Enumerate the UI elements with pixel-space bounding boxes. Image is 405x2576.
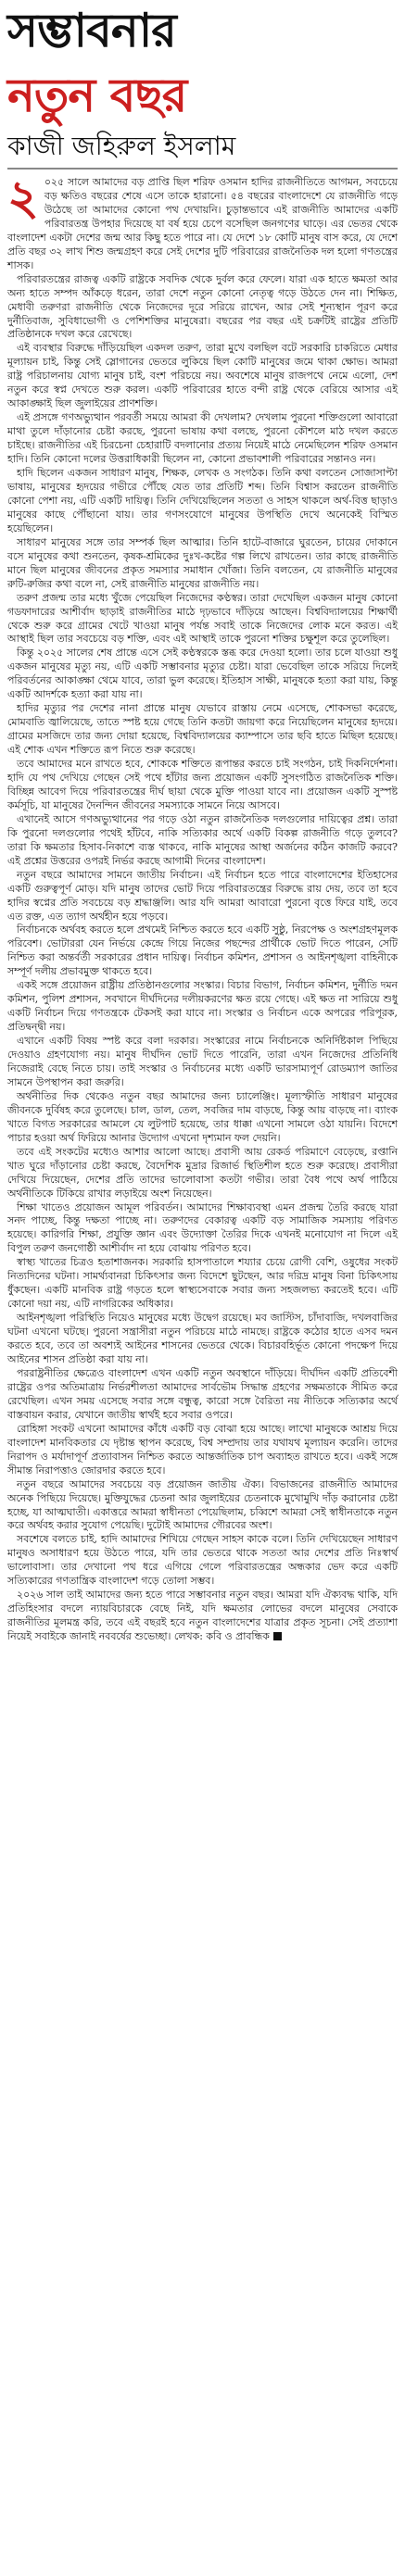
headline-line-2: নতুন বছর [7,69,187,122]
paragraph-text: এখানেই আসে গণঅভ্যুত্থানের পর গড়ে ওঠা নতুন রাজনৈতিক দলগুলোর দায়িত্বের প্রশ্ন। তারা কি পুরনো দলগুলোর পথেই হাঁটবে, নাকি সত্যিকার অর্থে একটি বিকল্প রাজনীতি গড়ে তুলবে? তারা কি ক্ষমতার হিসাব-নিকাশে ব্যস্ত থাকবে, নাকি মানুষের আস্থা অর্জনের কঠিন কাজটি করবে? এই প্রশ্নের উত্তরের ওপরই নির্ভর করছে আগামী দিনের বাংলাদেশ। [7,812,398,867]
byline: কাজী জহিরুল ইসলাম [7,131,236,161]
article-paragraph [7,1533,398,1589]
article-paragraph [7,1312,398,1367]
paragraph-text: নতুন বছরে আমাদের সবচেয়ে বড় প্রয়োজন জাতীয় ঐক্য। বিভাজনের রাজনীতি আমাদের অনেক পিছিয়ে দিয়েছে। মুক্তিযুদ্ধের চেতনা আর জুলাইয়ের চেতনাকে মুখোমুখি দাঁড় করানোর চেষ্টা হচ্ছে, যা আত্মঘাতী। একাত্তরে আমরা স্বাধীনতা পেয়েছিলাম, চব্বিশে আমরা সেই স্বাধীনতাকে নতুন করে অর্থবহ করার সুযোগ পেয়েছি। দুটোই আমাদের গৌরবের অংশ। [7,1477,398,1532]
paragraph-text: হাদির মৃত্যুর পর দেশের নানা প্রান্তে মানুষ যেভাবে রাস্তায় নেমে এসেছে, শোকসভা করেছে, মোমবাতি জ্বালিয়েছে, তাতে স্পষ্ট হয়ে গেছে তিনি কতটা জায়গা করে নিয়েছিলেন মানুষের হৃদয়ে। গ্রামের মসজিদে তার জন্য দোয়া হয়েছে, বিশ্ববিদ্যালয়ের ক্যাম্পাসে তার ছবি হাতে মিছিল হয়েছে। এই শোক এখন শক্তিতে রূপ নিতে শুরু করেছে। [7,702,398,757]
article-paragraph [7,758,398,813]
paragraph-text: নির্বাচনকে অর্থবহ করতে হলে প্রথমেই নিশ্চিত করতে হবে একটি সুষ্ঠু, নিরপেক্ষ ও অংশগ্রহণমূলক পরিবেশ। ভোটাররা যেন নির্ভয়ে কেন্দ্রে গিয়ে নিজের পছন্দের প্রার্থীকে ভোট দিতে পারেন, সেটি নিশ্চিত করা অন্তর্বর্তী সরকারের প্রধান দায়িত্ব। নির্বাচন কমিশন, প্রশাসন ও আইনশৃঙ্খলা বাহিনীকে সম্পূর্ণ দলীয় প্রভাবমুক্ত থাকতে হবে। [7,924,398,978]
paragraph-text: এখানে একটি বিষয় স্পষ্ট করে বলা দরকার। সংস্কারের নামে নির্বাচনকে অনির্দিষ্টকাল পিছিয়ে দেওয়াও গ্রহণযোগ্য নয়। মানুষ দীর্ঘদিন ভোট দিতে পারেনি, তারা এখন নিজেদের প্রতিনিধি নিজেরাই বেছে নিতে চায়। তাই সংস্কার ও নির্বাচনের মধ্যে একটি ভারসাম্যপূর্ণ রোডম্যাপ জাতির সামনে উপস্থাপন করা জরুরি। [7,1035,398,1088]
article-body [7,170,398,1644]
article-paragraph [7,1367,398,1423]
article-paragraph [7,1256,398,1312]
paragraph-text: স্বাস্থ্য খাতের চিত্রও হতাশাজনক। সরকারি হাসপাতালে শয্যার চেয়ে রোগী বেশি, ওষুধের সংকট নিত্যদিনের ঘটনা। সামর্থ্যবানরা চিকিৎসার জন্য বিদেশে ছুটছেন, আর দরিদ্র মানুষ বিনা চিকিৎসায় ধুঁকছেন। একটি মানবিক রাষ্ট্র গড়তে হলে স্বাস্থ্যসেবাকে সবার জন্য সহজলভ্য করতেই হবে। এটি কোনো দয়া নয়, এটি নাগরিকের অধিকার। [7,1256,398,1311]
paragraph-text: তবে আমাদের মনে রাখতে হবে, শোককে শক্তিতে রূপান্তর করতে চাই সংগঠন, চাই দিকনির্দেশনা। হাদি যে পথ দেখিয়ে গেছেন সেই পথে হাঁটার জন্য প্রয়োজন একটি সুসংগঠিত রাজনৈতিক শক্তি। বিচ্ছিন্ন আবেগ দিয়ে পরিবারতন্ত্রের দীর্ঘ ছায়া থেকে মুক্তি পাওয়া যাবে না। প্রয়োজন একটি সুস্পষ্ট কর্মসূচি, যা মানুষের দৈনন্দিন জীবনের সমস্যাকে সামনে নিয়ে আসবে। [7,758,398,811]
article-paragraph [7,647,398,702]
paragraph-text: রোহিঙ্গা সংকট এখনো আমাদের কাঁধে একটি বড় বোঝা হয়ে আছে। লাখো মানুষকে আশ্রয় দিয়ে বাংলাদেশ মানবিকতার যে দৃষ্টান্ত স্থাপন করেছে, বিশ্ব সম্প্রদায় তার যথাযথ মূল্যায়ন করেনি। তাদের নিরাপদ ও মর্যাদাপূর্ণ প্রত্যাবাসন নিশ্চিত করতে আন্তর্জাতিক চাপ অব্যাহত রাখতে হবে। একই সঙ্গে সীমান্ত নিরাপত্তাও জোরদার করতে হবে। [7,1422,398,1476]
paragraph-text: ০২৫ সালে আমাদের বড় প্রাপ্তি ছিল শরিফ ওসমান হাদির রাজনীতিতে আগমন, সবচেয়ে বড় ক্ষতিও বছরের শেষে এসে তাকে হারানো। ৫৪ বছরের বাংলাদেশে যে রাজনীতি গড়ে উঠেছে তা আমাদের কোনো পথ দেখায়নি। চুড়ান্তভাবে এই রাজনীতি আমাদের একটি পরিবারতন্ত্র উপহার দিয়েছে যা বর্ষ হয়ে চেপে বসেছিল জনগণের ঘাড়ে। এর ভেতর থেকে বাংলাদেশ একটা দেশের জন্ম আর কিছু হতে পারে না। যে দেশে ১৮ কোটি মানুষ বাস করে, যে দেশে প্রতি বছর ৩২ লাখ শিশু জন্মগ্রহণ করে সেই দেশের দুটি পরিবারের রাজনৈতিক দল হলো গণতন্ত্রের শাসক। [7,176,398,271]
paragraph-text: তবে এই সংকটের মধ্যেও আশার আলো আছে। প্রবাসী আয় রেকর্ড পরিমাণে বেড়েছে, রপ্তানি খাত ঘুরে দাঁড়ানোর চেষ্টা করছে, বৈদেশিক মুদ্রার রিজার্ভ স্থিতিশীল হতে শুরু করেছে। প্রবাসীরা দেখিয়ে দিয়েছেন, দেশের প্রতি তাদের ভালোবাসা কতটা গভীর। তারা বৈধ পথে অর্থ পাঠিয়ে অর্থনীতিকে টিকিয়ে রাখার লড়াইয়ে অংশ নিয়েছেন। [7,1145,398,1200]
paragraph-text: অর্থনীতির দিক থেকেও নতুন বছর আমাদের জন্য চ্যালেঞ্জিং। মূল্যস্ফীতি সাধারণ মানুষের জীবনকে দুর্বিষহ করে তুলেছে। চাল, ডাল, তেল, সবজির দাম বাড়ছে, কিন্তু আয় বাড়ছে না। ব্যাংক খাতে বিগত সরকারের আমলে যে লুটপাট হয়েছে, তার ধাক্কা এখনো সামলে ওঠা যায়নি। বিদেশে পাচার হওয়া অর্থ ফিরিয়ে আনার উদ্যোগ এখনো দৃশ্যমান ফল দেয়নি। [7,1089,398,1144]
drop-cap: ২ [7,170,39,226]
paragraph-text: পররাষ্ট্রনীতির ক্ষেত্রেও বাংলাদেশ এখন একটি নতুন অবস্থানে দাঁড়িয়ে। দীর্ঘদিন একটি প্রতিবেশী রাষ্ট্রের ওপর অতিমাত্রায় নির্ভরশীলতা আমাদের সার্বভৌম সিদ্ধান্ত গ্রহণের সক্ষমতাকে সীমিত করে রেখেছিল। এখন সময় এসেছে সবার সঙ্গে বন্ধুত্ব, কারো সঙ্গে বৈরিতা নয় নীতিকে সত্যিকার অর্থে বাস্তবায়ন করার, যেখানে জাতীয় স্বার্থই হবে সবার ওপরে। [7,1366,398,1421]
paragraph-text: এই ব্যবস্থার বিরুদ্ধে দাঁড়িয়েছিল একদল তরুণ, তারা মুখে বলছিল বটে সরকারি চাকরিতে মেধার মূল্যায়ন চাই, কিন্তু সেই স্লোগানের ভেতরে লুকিয়ে ছিল কোটি মানুষের জমে থাকা ক্ষোভ। আমরা রাষ্ট্র পরিচালনায় যোগ্য মানুষ চাই, বংশ পরিচয়ে নয়। অবশেষে মানুষ রাজপথে নেমে এলো, দেশ নতুন করে স্বপ্ন দেখতে শুরু করল। একটি পরিবারের হাতে বন্দী রাষ্ট্র থেকে বেরিয়ে আসার এই আকাঙ্ক্ষাই ছিল জুলাইয়ের প্রাণশক্তি। [7,342,398,410]
paragraph-text: কিন্তু ২০২৫ সালের শেষ প্রান্তে এসে সেই কণ্ঠস্বরকে স্তব্ধ করে দেওয়া হলো। তার চলে যাওয়া শুধু একজন মানুষের মৃত্যু নয়, এটি একটি সম্ভাবনার মৃত্যুর চেষ্টা। যারা ভেবেছিল তাকে সরিয়ে দিলেই পরিবর্তনের আকাঙ্ক্ষা থেমে যাবে, তারা ভুল করেছে। ইতিহাস সাক্ষী, মানুষকে হত্যা করা যায়, কিন্তু একটি আদর্শকে হত্যা করা যায় না। [7,647,398,701]
article-paragraph [7,1090,398,1146]
article-paragraph [7,869,398,924]
paragraph-text: শিক্ষা খাতেও প্রয়োজন আমূল পরিবর্তন। আমাদের শিক্ষাব্যবস্থা এমন প্রজন্ম তৈরি করছে যারা সনদ পাচ্ছে, কিন্তু দক্ষতা পাচ্ছে না। তরুণদের বেকারত্ব একটি বড় সামাজিক সমস্যায় পরিণত হয়েছে। কারিগরি শিক্ষা, প্রযুক্তি জ্ঞান এবং উদ্যোক্তা তৈরির দিকে এখনই মনোযোগ না দিলে এই বিপুল তরুণ জনগোষ্ঠী আশীর্বাদ না হয়ে বোঝায় পরিণত হবে। [7,1200,398,1255]
article-paragraph [7,411,398,467]
paragraph-text: নতুন বছরে আমাদের সামনে জাতীয় নির্বাচন। এই নির্বাচন হতে পারে বাংলাদেশের ইতিহাসের একটি গুরুত্বপূর্ণ মোড়। যদি মানুষ তাদের ভোট দিয়ে পরিবারতন্ত্রের বিরুদ্ধে রায় দেয়, তবে তা হবে হাদির স্বপ্নের প্রতি সবচেয়ে বড় শ্রদ্ধাঞ্জলি। আর যদি আমরা আবারো পুরনো বৃত্তে ফিরে যাই, তবে এত রক্ত, এত ত্যাগ অর্থহীন হয়ে পড়বে। [7,868,398,923]
end-of-article-icon [273,1632,282,1640]
article-paragraph [7,1589,398,1644]
article-paragraph [7,813,398,869]
article-paragraph [7,924,398,979]
paragraph-text: সাধারণ মানুষের সঙ্গে তার সম্পর্ক ছিল আত্মার। তিনি হাটে-বাজারে ঘুরতেন, চায়ের দোকানে বসে মানুষের কথা শুনতেন, কৃষক-শ্রমিকের দুঃখ-কষ্টের গল্প লিখে রাখতেন। তার কাছে রাজনীতি মানে ছিল মানুষের জীবনের প্রকৃত সমস্যার সমাধান খোঁজা। তিনি বলতেন, যে রাজনীতি মানুষের রুটি-রুজির কথা বলে না, সেই রাজনীতি মানুষের রাজনীতি নয়। [7,535,398,590]
article-paragraph [7,467,398,536]
paragraph-text: সবশেষে বলতে চাই, হাদি আমাদের শিখিয়ে গেছেন সাহস কাকে বলে। তিনি দেখিয়েছেন সাধারণ মানুষও অসাধারণ হয়ে উঠতে পারে, যদি তার ভেতরে থাকে সততা আর দেশের প্রতি নিঃস্বার্থ ভালোবাসা। তার দেখানো পথ ধরে এগিয়ে গেলে পরিবারতন্ত্রের অন্ধকার ভেদ করে একটি সত্যিকারের গণতান্ত্রিক বাংলাদেশ গড়ে তোলা সম্ভব। [7,1533,398,1588]
article-paragraph [7,1478,398,1534]
article-paragraph [7,1146,398,1201]
paragraph-text: পরিবারতন্ত্রের রাজত্ব একটি রাষ্ট্রকে সবদিক থেকে দুর্বল করে ফেলে। যারা এক হাতে ক্ষমতা আর অন্য হাতে সম্পদ আঁকড়ে ধরেন, তারা দেশে নতুন কোনো নেতৃত্ব গড়ে উঠতে দেন না। শিক্ষিত, মেধাবী তরুণরা রাজনীতি থেকে নিজেদের দূরে সরিয়ে রাখেন, আর সেই শূন্যস্থান পূরণ করে দুর্নীতিবাজ, সুবিধাভোগী ও পেশিশক্তির মানুষেরা। বছরের পর বছর এই চক্রটিই রাষ্ট্রের প্রতিটি প্রতিষ্ঠানকে দখল করে রেখেছে। [7,272,398,341]
paragraph-text: হাদি ছিলেন একজন সাধারণ মানুষ, শিক্ষক, লেখক ও সংগঠক। তিনি কথা বলতেন সোজাসাপ্টা ভাষায়, মানুষের হৃদয়ের গভীরে পৌঁছে যেত তার প্রতিটি শব্দ। তিনি বিশ্বাস করতেন রাজনীতি কোনো পেশা নয়, এটি একটি দায়িত্ব। তিনি দেখিয়েছিলেন সততা ও সাহস থাকলে অর্থ-বিত্ত ছাড়াও মানুষের কাছে পৌঁছানো যায়। তার গণসংযোগে মানুষের উপস্থিতি দেখে অনেকেই বিস্মিত হয়েছিলেন। [7,467,398,534]
article-paragraph [7,273,398,343]
article-paragraph [7,592,398,647]
paragraph-text: আইনশৃঙ্খলা পরিস্থিতি নিয়েও মানুষের মধ্যে উদ্বেগ রয়েছে। মব জাস্টিস, চাঁদাবাজি, দখলবাজির ঘটনা এখনো ঘটছে। পুরনো সন্ত্রাসীরা নতুন পরিচয়ে মাঠে নামছে। রাষ্ট্রকে কঠোর হাতে এসব দমন করতে হবে, তবে তা অবশ্যই আইনের শাসনের ভেতরে থেকে। বিচারবহির্ভূত কোনো পদক্ষেপ দিয়ে আইনের শাসন প্রতিষ্ঠা করা যায় না। [7,1312,398,1366]
headline-divider [7,168,398,170]
article-paragraph [7,1201,398,1257]
paragraph-text: একই সঙ্গে প্রয়োজন রাষ্ট্রীয় প্রতিষ্ঠানগুলোর সংস্কার। বিচার বিভাগ, নির্বাচন কমিশন, দুর্নীতি দমন কমিশন, পুলিশ প্রশাসন, সবখানে দীর্ঘদিনের দলীয়করণের ক্ষত রয়ে গেছে। এই ক্ষত না সারিয়ে শুধু একটি নির্বাচন দিয়ে গণতন্ত্রকে টেকসই করা যাবে না। সংস্কার ও নির্বাচন একে অপরের পরিপূরক, প্রতিদ্বন্দ্বী নয়। [7,979,398,1034]
article-paragraph [7,702,398,758]
article-paragraph [7,1423,398,1478]
headline-line-1: সম্ভাবনার [7,4,176,57]
article-paragraph [7,979,398,1035]
paragraph-text: তরুণ প্রজন্ম তার মধ্যে খুঁজে পেয়েছিল নিজেদের কণ্ঠস্বর। তারা দেখেছিল একজন মানুষ কোনো গডফাদারের আশীর্বাদ ছাড়াই রাজনীতির মাঠে দৃঢ়ভাবে দাঁড়িয়ে আছেন। বিশ্ববিদ্যালয়ের শিক্ষার্থী থেকে শুরু করে গ্রামের খেটে খাওয়া মানুষ পর্যন্ত সবাই তাকে নিজেদের লোক মনে করত। এই আস্থাই ছিল তার সবচেয়ে বড় শক্তি, এবং এই আস্থাই তাকে পুরনো শক্তির চক্ষুশূল করে তুলেছিল। [7,591,398,646]
article-paragraph [7,342,398,411]
paragraph-text: এই প্রসঙ্গে গণঅভ্যুত্থান পরবর্তী সময়ে আমরা কী দেখলাম? দেখলাম পুরনো শক্তিগুলো আবারো মাথা তুলে দাঁড়ানোর চেষ্টা করছে, পুরনো ভাষায় কথা বলছে, পুরনো কৌশলে মাঠ দখল করতে চাইছে। রাজনীতির এই চিরচেনা চেহারাটি বদলানোর প্রত্যয় নিয়েই মাঠে নেমেছিলেন শরিফ ওসমান হাদি। তিনি কোনো দলের উত্তরাধিকারী ছিলেন না, কোনো প্রভাবশালী পরিবারের সন্তানও নন। [7,411,398,466]
article-paragraph [7,536,398,592]
article-paragraph [7,1035,398,1090]
paragraph-text: ২০২৬ সাল তাই আমাদের জন্য হতে পারে সম্ভাবনার নতুন বছর। আমরা যদি ঐক্যবদ্ধ থাকি, যদি প্রতিহিংসার বদলে ন্যায়বিচারকে বেছে নিই, যদি ক্ষমতার লোভের বদলে মানুষের সেবাকে রাজনীতির মূলমন্ত্র করি, তবে এই বছরই হবে নতুন বাংলাদেশের যাত্রার প্রকৃত সূচনা। সেই প্রত্যাশা নিয়েই সবাইকে জানাই নববর্ষের শুভেচ্ছা। লেখক: কবি ও প্রাবন্ধিক [7,1589,398,1643]
article-paragraph-first [7,170,398,273]
